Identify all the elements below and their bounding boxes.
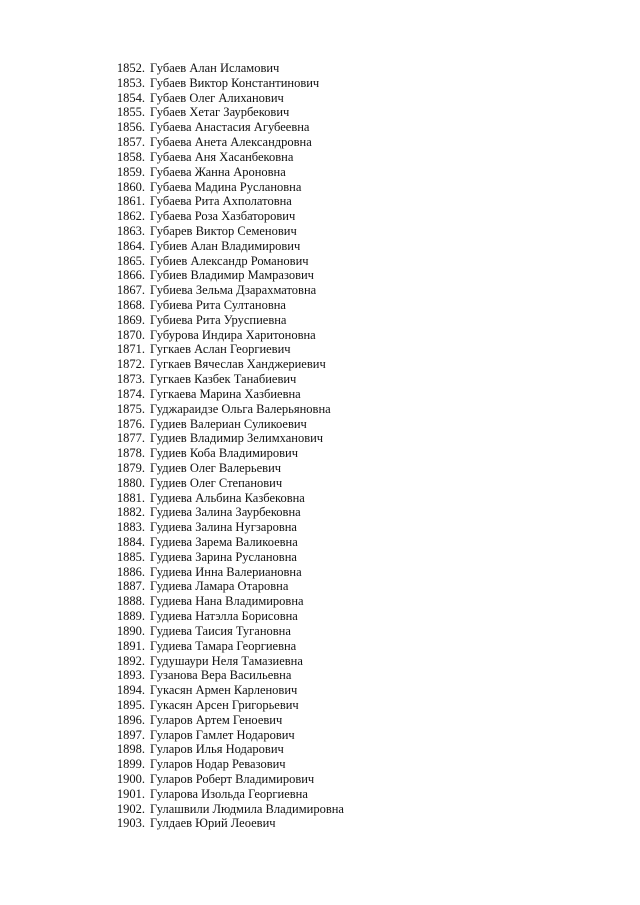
list-item bbox=[110, 579, 344, 594]
entry-number: 1898. bbox=[116, 742, 145, 757]
entry-number: 1888. bbox=[116, 594, 145, 609]
list-item bbox=[110, 165, 344, 180]
list-item bbox=[110, 713, 344, 728]
entry-number: 1893. bbox=[116, 668, 145, 683]
entry-number: 1887. bbox=[116, 579, 145, 594]
entry-name: Губарев Виктор Семенович bbox=[150, 223, 297, 238]
entry-number: 1881. bbox=[116, 490, 145, 505]
entry-name: Гудиева Тамара Георгиевна bbox=[150, 638, 297, 653]
entry-number: 1873. bbox=[116, 372, 145, 387]
entry-number: 1879. bbox=[116, 460, 145, 475]
list-item bbox=[110, 491, 344, 506]
entry-number: 1880. bbox=[116, 475, 145, 490]
list-item bbox=[110, 728, 344, 743]
list-item bbox=[110, 565, 344, 580]
entry-name: Гудиева Таисия Тугановна bbox=[150, 623, 291, 638]
entry-number: 1889. bbox=[116, 609, 145, 624]
entry-name: Гугкаев Вячеслав Ханджериевич bbox=[150, 357, 326, 372]
entry-number: 1884. bbox=[116, 535, 145, 549]
entry-name: Гугкаева Марина Хазбиевна bbox=[150, 386, 301, 401]
list-item bbox=[110, 357, 344, 372]
list-item bbox=[110, 446, 344, 461]
entry-number: 1867. bbox=[116, 283, 145, 298]
entry-name: Гудиев Олег Степанович bbox=[150, 475, 283, 490]
entry-name: Гулашвили Людмила Владимировна bbox=[150, 801, 344, 816]
entry-name: Губаева Анастасия Агубеевна bbox=[150, 120, 310, 135]
list-item bbox=[110, 372, 344, 387]
entry-number: 1900. bbox=[116, 772, 145, 786]
entry-name: Гуларов Илья Нодарович bbox=[150, 742, 284, 757]
entry-number: 1870. bbox=[116, 327, 145, 342]
entry-number: 1860. bbox=[116, 179, 145, 194]
entry-number: 1863. bbox=[116, 223, 145, 238]
name-list bbox=[110, 61, 344, 831]
entry-number: 1899. bbox=[116, 757, 145, 772]
list-item bbox=[110, 787, 344, 802]
entry-name: Губаев Алан Исламович bbox=[150, 61, 280, 75]
list-item bbox=[110, 816, 344, 831]
list-item bbox=[110, 91, 344, 106]
entry-name: Гудиева Альбина Казбековна bbox=[150, 490, 305, 505]
entry-name: Гукасян Арсен Григорьевич bbox=[150, 697, 299, 712]
entry-name: Гукасян Армен Карленович bbox=[150, 683, 298, 698]
list-item bbox=[110, 535, 344, 550]
entry-number: 1864. bbox=[116, 238, 145, 253]
entry-number: 1856. bbox=[116, 120, 145, 135]
entry-number: 1874. bbox=[116, 386, 145, 401]
entry-name: Гуларов Нодар Ревазович bbox=[150, 757, 286, 772]
list-item bbox=[110, 609, 344, 624]
entry-name: Губаев Олег Алиханович bbox=[150, 90, 284, 105]
list-item bbox=[110, 476, 344, 491]
entry-name: Гудиев Олег Валерьевич bbox=[150, 460, 282, 475]
list-item bbox=[110, 802, 344, 817]
entry-name: Гуджараидзе Ольга Валерьяновна bbox=[150, 401, 331, 416]
entry-name: Губаева Жанна Ароновна bbox=[150, 164, 286, 179]
entry-number: 1903. bbox=[116, 816, 145, 831]
entry-name: Гугкаев Аслан Георгиевич bbox=[150, 342, 291, 357]
entry-number: 1876. bbox=[116, 416, 145, 431]
entry-number: 1866. bbox=[116, 268, 145, 283]
entry-number: 1891. bbox=[116, 638, 145, 653]
entry-number: 1859. bbox=[116, 164, 145, 179]
entry-number: 1878. bbox=[116, 446, 145, 461]
entry-number: 1861. bbox=[116, 194, 145, 209]
entry-name: Гудиева Ламара Отаровна bbox=[150, 579, 289, 594]
entry-number: 1868. bbox=[116, 298, 145, 312]
entry-name: Губурова Индира Харитоновна bbox=[150, 327, 316, 342]
list-item bbox=[110, 461, 344, 476]
entry-name: Гудиева Зарина Руслановна bbox=[150, 549, 297, 564]
entry-name: Губиев Александр Романович bbox=[150, 253, 309, 268]
entry-name: Гуларов Артем Геноевич bbox=[150, 712, 283, 727]
list-item bbox=[110, 224, 344, 239]
entry-name: Гуларов Роберт Владимирович bbox=[150, 772, 315, 786]
entry-number: 1877. bbox=[116, 431, 145, 446]
list-item bbox=[110, 76, 344, 91]
entry-number: 1894. bbox=[116, 683, 145, 698]
entry-name: Губиева Рита Уруспиевна bbox=[150, 312, 287, 327]
entry-number: 1886. bbox=[116, 564, 145, 579]
entry-number: 1857. bbox=[116, 135, 145, 150]
entry-number: 1854. bbox=[116, 90, 145, 105]
entry-name: Губаева Аня Хасанбековна bbox=[150, 149, 294, 164]
entry-number: 1871. bbox=[116, 342, 145, 357]
list-item bbox=[110, 417, 344, 432]
entry-number: 1865. bbox=[116, 253, 145, 268]
list-item bbox=[110, 268, 344, 283]
entry-number: 1901. bbox=[116, 786, 145, 801]
list-item bbox=[110, 520, 344, 535]
entry-name: Губиева Зельма Дзарахматовна bbox=[150, 283, 317, 298]
list-item bbox=[110, 698, 344, 713]
entry-number: 1882. bbox=[116, 505, 145, 520]
entry-number: 1902. bbox=[116, 801, 145, 816]
list-item bbox=[110, 180, 344, 195]
list-item bbox=[110, 313, 344, 328]
entry-name: Гудиева Зарема Валикоевна bbox=[150, 535, 298, 549]
list-item bbox=[110, 668, 344, 683]
list-item bbox=[110, 772, 344, 787]
entry-name: Гудиева Инна Валериановна bbox=[150, 564, 302, 579]
entry-number: 1872. bbox=[116, 357, 145, 372]
list-item bbox=[110, 254, 344, 269]
list-item bbox=[110, 328, 344, 343]
entry-name: Гузанова Вера Васильевна bbox=[150, 668, 292, 683]
entry-name: Губиева Рита Султановна bbox=[150, 298, 286, 312]
entry-number: 1855. bbox=[116, 105, 145, 120]
entry-name: Гугкаев Казбек Танабиевич bbox=[150, 372, 297, 387]
entry-number: 1862. bbox=[116, 209, 145, 224]
entry-name: Гудиев Валериан Суликоевич bbox=[150, 416, 307, 431]
entry-name: Гудиева Залина Нугзаровна bbox=[150, 520, 297, 535]
list-item bbox=[110, 624, 344, 639]
list-item bbox=[110, 757, 344, 772]
list-item bbox=[110, 402, 344, 417]
entry-number: 1853. bbox=[116, 75, 145, 90]
entry-name: Гуларов Гамлет Нодарович bbox=[150, 727, 295, 742]
entry-name: Губиев Алан Владимирович bbox=[150, 238, 301, 253]
entry-name: Гулдаев Юрий Леоевич bbox=[150, 816, 276, 831]
entry-number: 1858. bbox=[116, 149, 145, 164]
list-item bbox=[110, 742, 344, 757]
entry-name: Гудиев Коба Владимирович bbox=[150, 446, 298, 461]
entry-name: Губаева Рита Ахполатовна bbox=[150, 194, 292, 209]
list-item bbox=[110, 639, 344, 654]
entry-name: Губаев Хетаг Заурбекович bbox=[150, 105, 290, 120]
entry-name: Гуларова Изольда Георгиевна bbox=[150, 786, 308, 801]
list-item bbox=[110, 120, 344, 135]
list-item bbox=[110, 594, 344, 609]
entry-name: Гудиева Натэлла Борисовна bbox=[150, 609, 298, 624]
entry-number: 1883. bbox=[116, 520, 145, 535]
entry-number: 1896. bbox=[116, 712, 145, 727]
entry-name: Гудушаури Неля Тамазиевна bbox=[150, 653, 303, 668]
list-item bbox=[110, 194, 344, 209]
list-item bbox=[110, 298, 344, 313]
entry-name: Гудиева Нана Владимировна bbox=[150, 594, 304, 609]
entry-number: 1852. bbox=[116, 61, 145, 75]
entry-number: 1869. bbox=[116, 312, 145, 327]
entry-number: 1895. bbox=[116, 697, 145, 712]
entry-number: 1892. bbox=[116, 653, 145, 668]
entry-name: Губаева Анета Александровна bbox=[150, 135, 312, 150]
list-item bbox=[110, 61, 344, 76]
list-item bbox=[110, 150, 344, 165]
list-item bbox=[110, 505, 344, 520]
entry-name: Губиев Владимир Мамразович bbox=[150, 268, 314, 283]
entry-number: 1885. bbox=[116, 549, 145, 564]
entry-name: Губаева Роза Хазбаторович bbox=[150, 209, 296, 224]
list-item bbox=[110, 654, 344, 669]
list-item bbox=[110, 105, 344, 120]
entry-name: Гудиева Залина Заурбековна bbox=[150, 505, 301, 520]
entry-name: Гудиев Владимир Зелимханович bbox=[150, 431, 324, 446]
entry-name: Губаев Виктор Константинович bbox=[150, 75, 320, 90]
list-item bbox=[110, 342, 344, 357]
list-item bbox=[110, 209, 344, 224]
entry-number: 1897. bbox=[116, 727, 145, 742]
list-item bbox=[110, 431, 344, 446]
list-item bbox=[110, 387, 344, 402]
list-item bbox=[110, 239, 344, 254]
entry-name: Губаева Мадина Руслановна bbox=[150, 179, 302, 194]
list-item bbox=[110, 135, 344, 150]
list-item bbox=[110, 683, 344, 698]
entry-number: 1890. bbox=[116, 623, 145, 638]
entry-number: 1875. bbox=[116, 401, 145, 416]
list-item bbox=[110, 283, 344, 298]
list-item bbox=[110, 550, 344, 565]
